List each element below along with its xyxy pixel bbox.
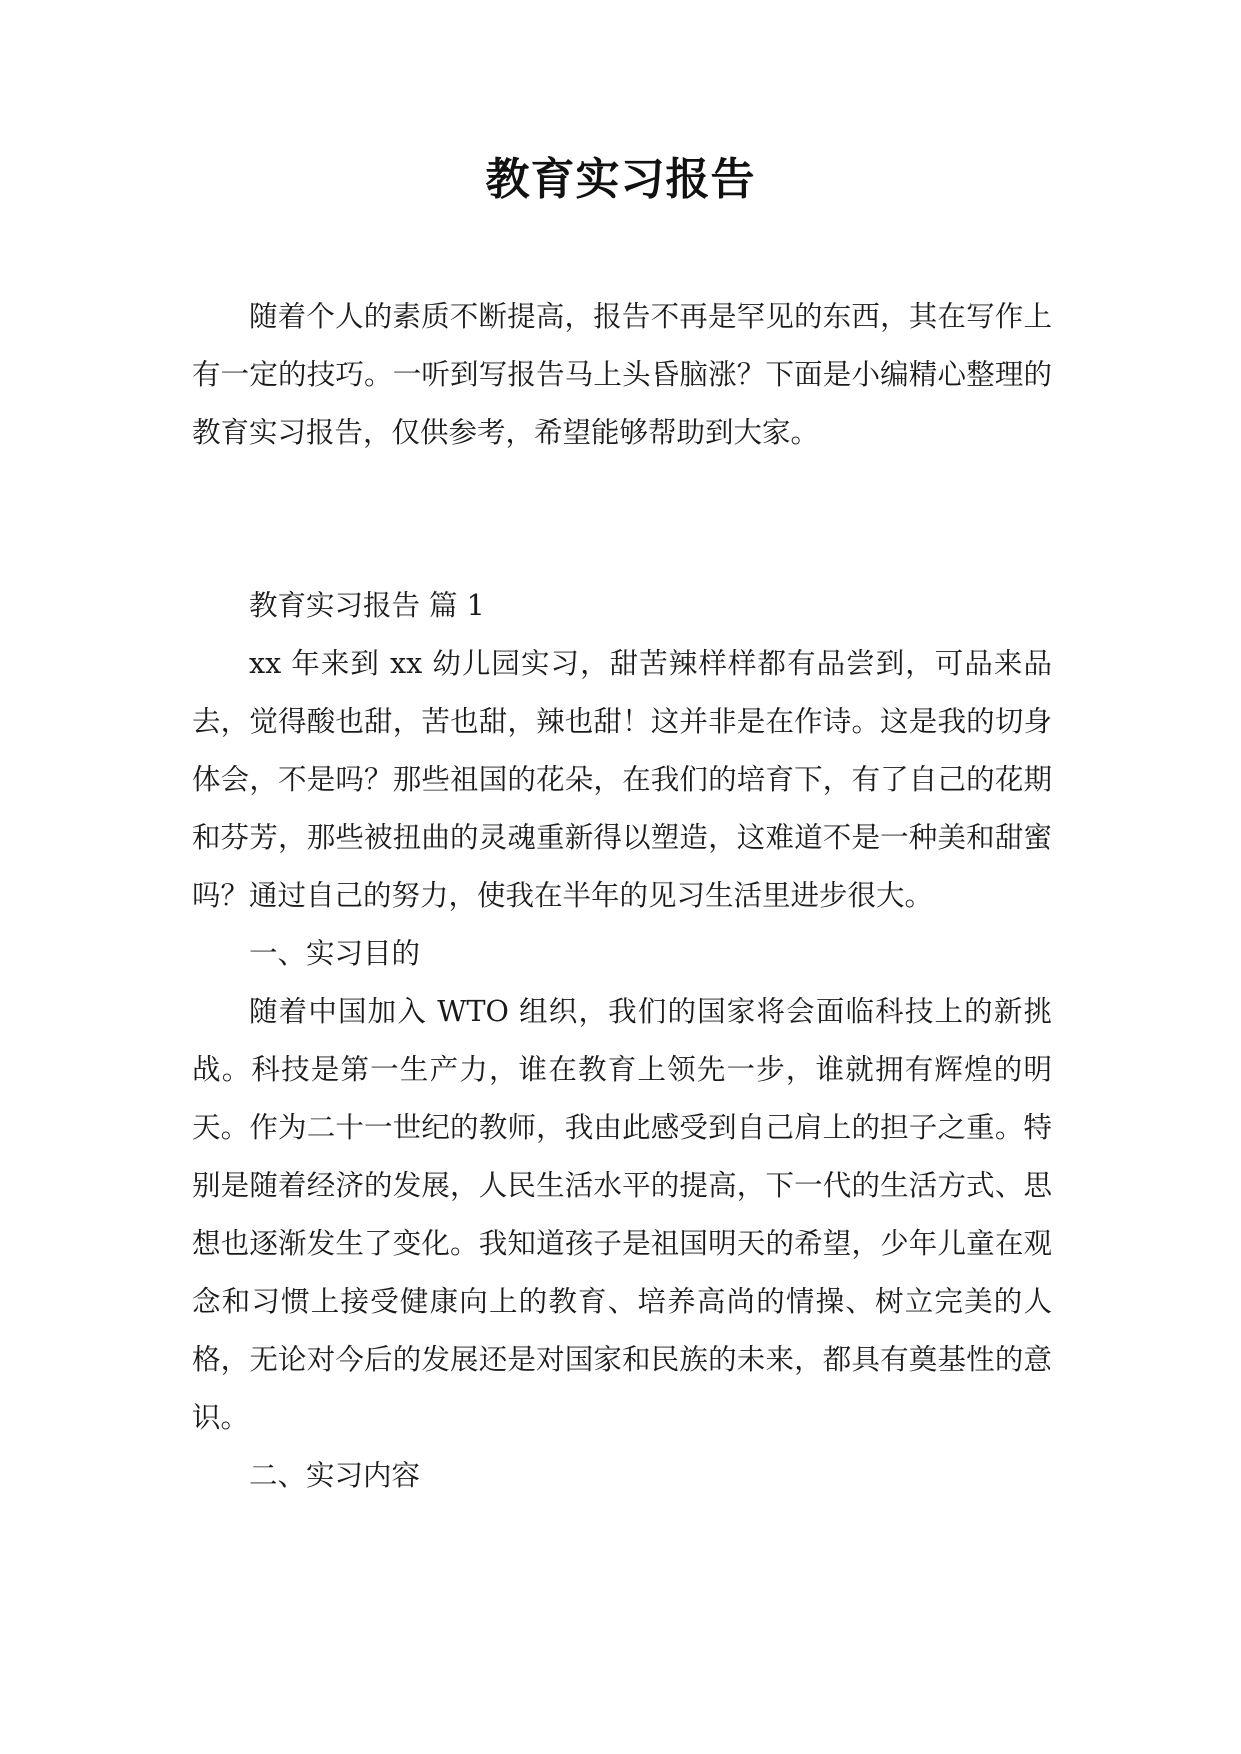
section-heading: 教育实习报告 篇 1 — [249, 589, 485, 622]
paragraph-2: 随着中国加入 WTO 组织，我们的国家将会面临科技上的新挑战。科技是第一生产力，谁在教育上领先一步，谁就拥有辉煌的明天。作为二十一世纪的教师，我由此感受到自己肩上的担子之重。特别是随着经济的发展，人民生活水平的提高，下一代的生活方式、思想也逐渐发生了变化。我知道孩子是祖国明天的希望，少年儿童在观念和习惯上接受健康向上的教育、培养高尚的情操、树立完美的人格，无论对今后的发展还是对国家和民族的未来，都具有奠基性的意识。 — [192, 995, 1052, 1434]
intro-paragraph: 随着个人的素质不断提高，报告不再是罕见的东西，其在写作上有一定的技巧。一听到写报告马上头昏脑涨？下面是小编精心整理的教育实习报告，仅供参考，希望能够帮助到大家。 — [192, 300, 1052, 449]
heading-content: 二、实习内容 — [249, 1459, 421, 1492]
article-section — [192, 577, 1052, 1505]
paragraph-1: xx 年来到 xx 幼儿园实习，甜苦辣样样都有品尝到，可品来品去，觉得酸也甜，苦也甜，辣也甜！这并非是在作诗。这是我的切身体会，不是吗？那些祖国的花朵，在我们的培育下，有了自己的花期和芬芳，那些被扭曲的灵魂重新得以塑造，这难道不是一种美和甜蜜吗？通过自己的努力，使我在半年的见习生活里进步很大。 — [192, 647, 1052, 912]
intro-section — [192, 288, 1052, 462]
document-title: 教育实习报告 — [485, 154, 756, 205]
heading-purpose: 一、实习目的 — [249, 937, 421, 970]
